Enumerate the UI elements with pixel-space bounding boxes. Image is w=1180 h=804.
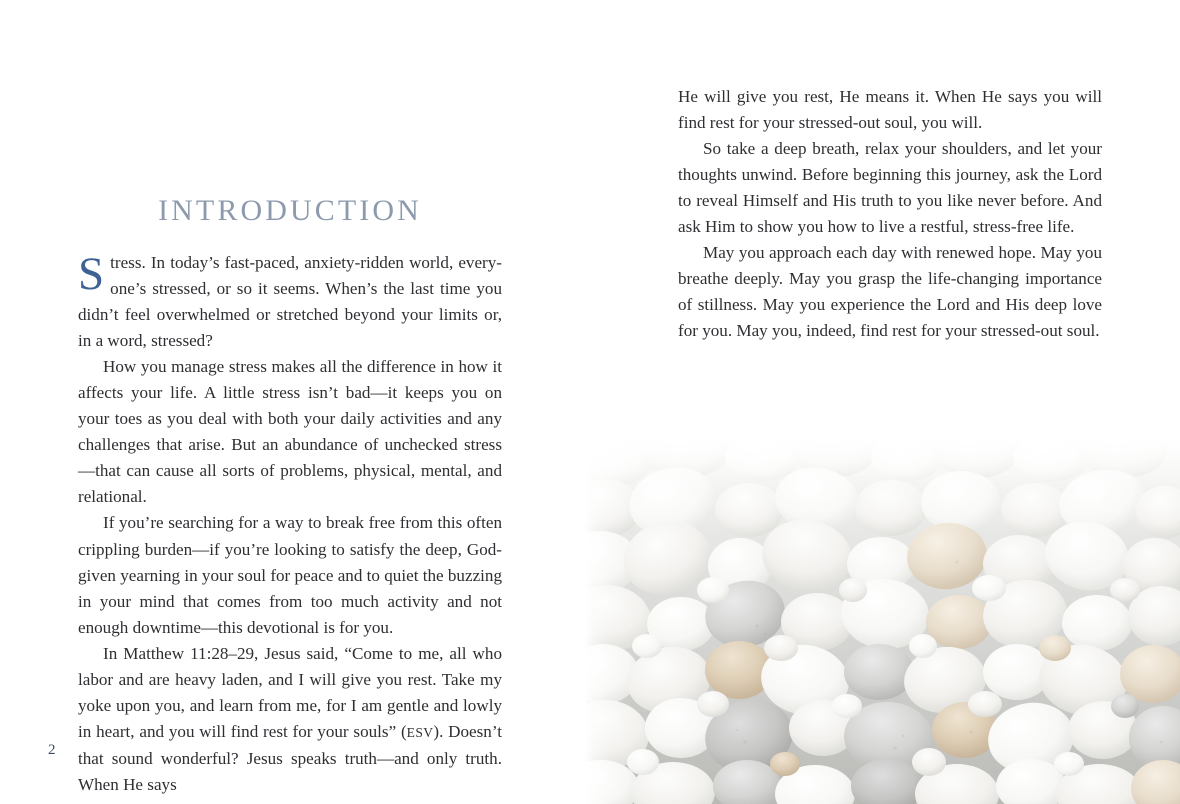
page-number: 2 [48,742,56,758]
paragraph-4 [78,641,502,798]
drop-cap-letter: S [78,248,105,300]
paragraph-5-text: He will give you rest, He means it. When He says you will find rest for your stressed-out soul, you will. [678,87,1102,133]
paragraph-1 [78,250,502,354]
paragraph-4-text-after-citation: ). Doesn’t that sound wonderful? Jesus speaks truth—and only truth. When He says [78,721,502,794]
paragraph-2 [78,354,502,510]
paragraph-1-text: tress. In today’s fast-paced, anxiety-ridden world, every-one’s stressed, or so it seems. When’s the last time you didn’t feel overwhelmed or stretched beyond your limits or, in a word, stressed? [78,253,502,351]
paragraph-7 [678,240,1102,344]
page-title: INTRODUCTION [158,194,422,227]
paragraph-4-text-before-citation: In Matthew 11:28–29, Jesus said, “Come to me, all who labor and are heavy laden, and I will give you rest. Take my yoke upon you, and learn from me, for I am gentle and lowly in heart, and you will find rest for your souls” ( [78,643,502,741]
paragraph-2-text: How you manage stress makes all the difference in how it affects your life. A little stress isn’t bad—it keeps you on your toes as you deal with both your daily activities and any challenges that arise. But an abundance of unchecked stress—that can cause all sorts of problems, physical, mental, and relational. [78,357,502,507]
paragraph-6-text: So take a deep breath, relax your shoulders, and let your thoughts unwind. Before beginning this journey, ask the Lord to reveal Himself and His truth to you like never before. And ask Him to show you how to live a restful, stress-free life. [678,139,1102,237]
pebbles-illustration [585,430,1180,804]
paragraph-6 [678,136,1102,240]
left-page-body-text [78,250,502,798]
paragraph-5 [678,84,1102,136]
white-pebbles-photo [585,430,1180,804]
paragraph-3 [78,510,502,640]
right-page-body-text [678,84,1102,344]
paragraph-3-text: If you’re searching for a way to break free from this often crippling burden—if you’re looking to satisfy the deep, God-given yearning in your soul for peace and to quiet the buzzing in your mind that comes from too much activity and not enough downtime—this devotional is for you. [78,513,502,637]
bible-version-citation: ESV [406,724,434,740]
paragraph-7-text: May you approach each day with renewed hope. May you breathe deeply. May you grasp the life-changing importance of stillness. May you experience the Lord and His deep love for you. May you, indeed, find rest for your stressed-out soul. [678,243,1102,341]
